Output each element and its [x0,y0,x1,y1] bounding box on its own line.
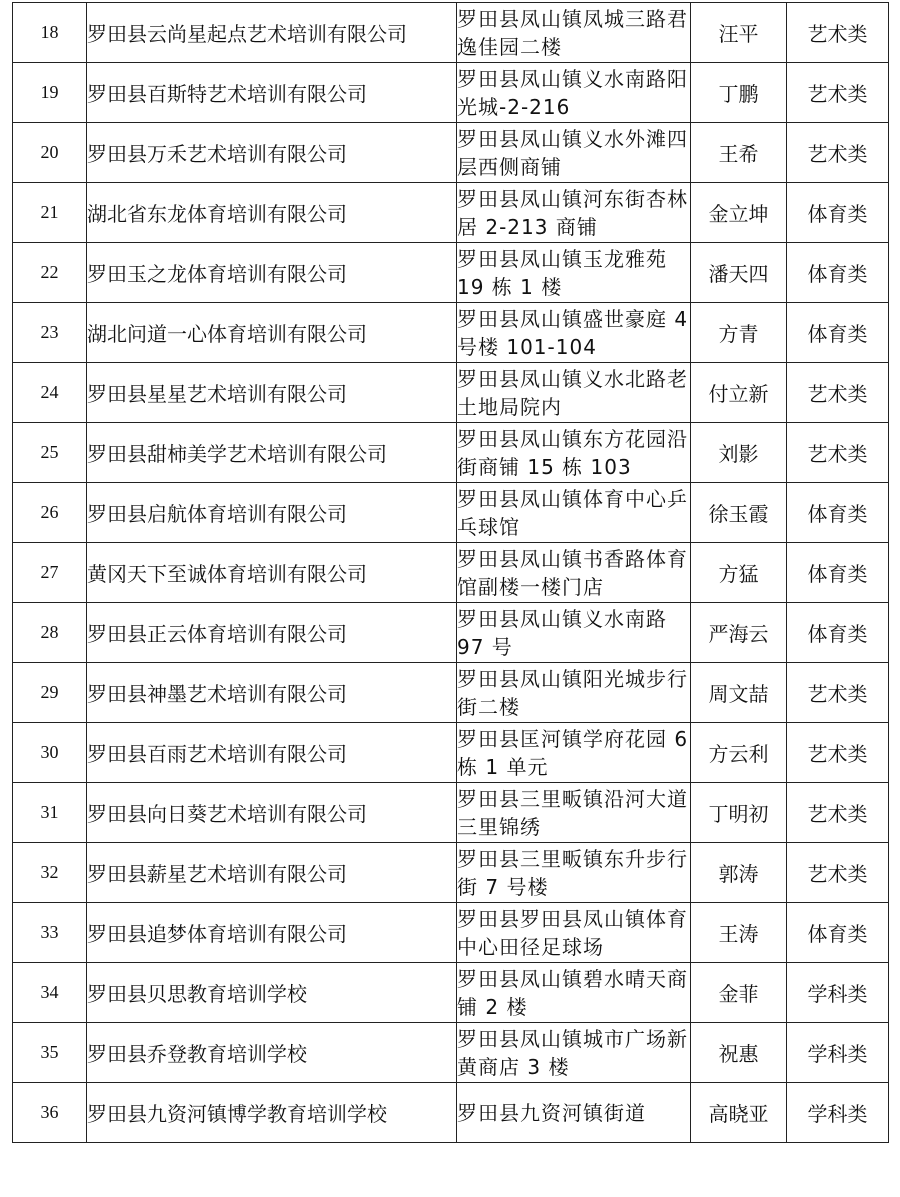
address-cell: 罗田县三里畈镇沿河大道三里锦绣 [457,783,691,843]
contact-person-cell: 郭涛 [691,843,787,903]
contact-person-cell: 方猛 [691,543,787,603]
contact-person-cell: 徐玉霞 [691,483,787,543]
row-number-cell: 36 [13,1083,87,1143]
category-cell: 体育类 [787,603,889,663]
row-number-cell: 28 [13,603,87,663]
table-row [13,783,889,843]
table-row [13,423,889,483]
contact-person-cell: 王涛 [691,903,787,963]
row-number-cell: 24 [13,363,87,423]
table-row [13,63,889,123]
row-number-cell: 31 [13,783,87,843]
address-cell: 罗田县凤山镇东方花园沿街商铺 15 栋 103 [457,423,691,483]
table-row [13,963,889,1023]
address-cell: 罗田县凤山镇义水北路老土地局院内 [457,363,691,423]
contact-person-cell: 汪平 [691,3,787,63]
institution-name-cell: 黄冈天下至诚体育培训有限公司 [87,543,457,603]
address-cell: 罗田县凤山镇玉龙雅苑 19 栋 1 楼 [457,243,691,303]
category-cell: 艺术类 [787,843,889,903]
row-number-cell: 27 [13,543,87,603]
institution-name-cell: 罗田县九资河镇博学教育培训学校 [87,1083,457,1143]
address-cell: 罗田县凤山镇义水南路 97 号 [457,603,691,663]
row-number-cell: 26 [13,483,87,543]
contact-person-cell: 刘影 [691,423,787,483]
row-number-cell: 29 [13,663,87,723]
address-cell: 罗田县凤山镇盛世豪庭 4 号楼 101-104 [457,303,691,363]
address-cell: 罗田县凤山镇河东街杏林居 2-213 商铺 [457,183,691,243]
address-cell: 罗田县九资河镇街道 [457,1083,691,1143]
institution-table [12,2,889,1143]
row-number-cell: 21 [13,183,87,243]
row-number-cell: 23 [13,303,87,363]
address-cell: 罗田县凤山镇阳光城步行街二楼 [457,663,691,723]
category-cell: 体育类 [787,243,889,303]
institution-name-cell: 湖北省东龙体育培训有限公司 [87,183,457,243]
table-row [13,243,889,303]
address-cell: 罗田县凤山镇城市广场新黄商店 3 楼 [457,1023,691,1083]
category-cell: 体育类 [787,183,889,243]
contact-person-cell: 付立新 [691,363,787,423]
institution-name-cell: 罗田玉之龙体育培训有限公司 [87,243,457,303]
contact-person-cell: 严海云 [691,603,787,663]
category-cell: 艺术类 [787,723,889,783]
institution-name-cell: 罗田县正云体育培训有限公司 [87,603,457,663]
category-cell: 艺术类 [787,663,889,723]
row-number-cell: 19 [13,63,87,123]
row-number-cell: 30 [13,723,87,783]
table-row [13,123,889,183]
table-row [13,1083,889,1143]
category-cell: 体育类 [787,483,889,543]
table-row [13,843,889,903]
row-number-cell: 25 [13,423,87,483]
address-cell: 罗田县罗田县凤山镇体育中心田径足球场 [457,903,691,963]
category-cell: 艺术类 [787,3,889,63]
institution-name-cell: 罗田县百斯特艺术培训有限公司 [87,63,457,123]
contact-person-cell: 高晓亚 [691,1083,787,1143]
institution-name-cell: 罗田县贝思教育培训学校 [87,963,457,1023]
row-number-cell: 18 [13,3,87,63]
category-cell: 学科类 [787,963,889,1023]
category-cell: 体育类 [787,543,889,603]
table-row [13,903,889,963]
institution-name-cell: 湖北问道一心体育培训有限公司 [87,303,457,363]
address-cell: 罗田县凤山镇书香路体育馆副楼一楼门店 [457,543,691,603]
address-cell: 罗田县三里畈镇东升步行街 7 号楼 [457,843,691,903]
contact-person-cell: 丁明初 [691,783,787,843]
contact-person-cell: 潘天四 [691,243,787,303]
category-cell: 艺术类 [787,363,889,423]
contact-person-cell: 方青 [691,303,787,363]
institution-name-cell: 罗田县百雨艺术培训有限公司 [87,723,457,783]
address-cell: 罗田县匡河镇学府花园 6 栋 1 单元 [457,723,691,783]
table-row [13,483,889,543]
category-cell: 学科类 [787,1023,889,1083]
institution-name-cell: 罗田县乔登教育培训学校 [87,1023,457,1083]
table-row [13,543,889,603]
table-row [13,663,889,723]
institution-name-cell: 罗田县神墨艺术培训有限公司 [87,663,457,723]
category-cell: 艺术类 [787,423,889,483]
table-row [13,603,889,663]
category-cell: 艺术类 [787,123,889,183]
contact-person-cell: 方云利 [691,723,787,783]
category-cell: 学科类 [787,1083,889,1143]
table-row [13,723,889,783]
category-cell: 体育类 [787,903,889,963]
address-cell: 罗田县凤山镇义水南路阳光城-2-216 [457,63,691,123]
row-number-cell: 35 [13,1023,87,1083]
institution-name-cell: 罗田县万禾艺术培训有限公司 [87,123,457,183]
contact-person-cell: 丁鹏 [691,63,787,123]
address-cell: 罗田县凤山镇凤城三路君逸佳园二楼 [457,3,691,63]
row-number-cell: 22 [13,243,87,303]
table-row [13,303,889,363]
row-number-cell: 20 [13,123,87,183]
contact-person-cell: 金菲 [691,963,787,1023]
row-number-cell: 32 [13,843,87,903]
contact-person-cell: 金立坤 [691,183,787,243]
category-cell: 体育类 [787,303,889,363]
category-cell: 艺术类 [787,63,889,123]
category-cell: 艺术类 [787,783,889,843]
table-row [13,1023,889,1083]
address-cell: 罗田县凤山镇碧水晴天商铺 2 楼 [457,963,691,1023]
institution-name-cell: 罗田县启航体育培训有限公司 [87,483,457,543]
table-row [13,363,889,423]
table-body [13,3,889,1143]
table-row [13,183,889,243]
address-cell: 罗田县凤山镇体育中心乒乓球馆 [457,483,691,543]
address-cell: 罗田县凤山镇义水外滩四层西侧商铺 [457,123,691,183]
contact-person-cell: 王希 [691,123,787,183]
institution-name-cell: 罗田县薪星艺术培训有限公司 [87,843,457,903]
contact-person-cell: 祝惠 [691,1023,787,1083]
row-number-cell: 34 [13,963,87,1023]
institution-name-cell: 罗田县向日葵艺术培训有限公司 [87,783,457,843]
institution-name-cell: 罗田县追梦体育培训有限公司 [87,903,457,963]
institution-name-cell: 罗田县云尚星起点艺术培训有限公司 [87,3,457,63]
row-number-cell: 33 [13,903,87,963]
contact-person-cell: 周文喆 [691,663,787,723]
table-row [13,3,889,63]
institution-name-cell: 罗田县甜柿美学艺术培训有限公司 [87,423,457,483]
institution-name-cell: 罗田县星星艺术培训有限公司 [87,363,457,423]
